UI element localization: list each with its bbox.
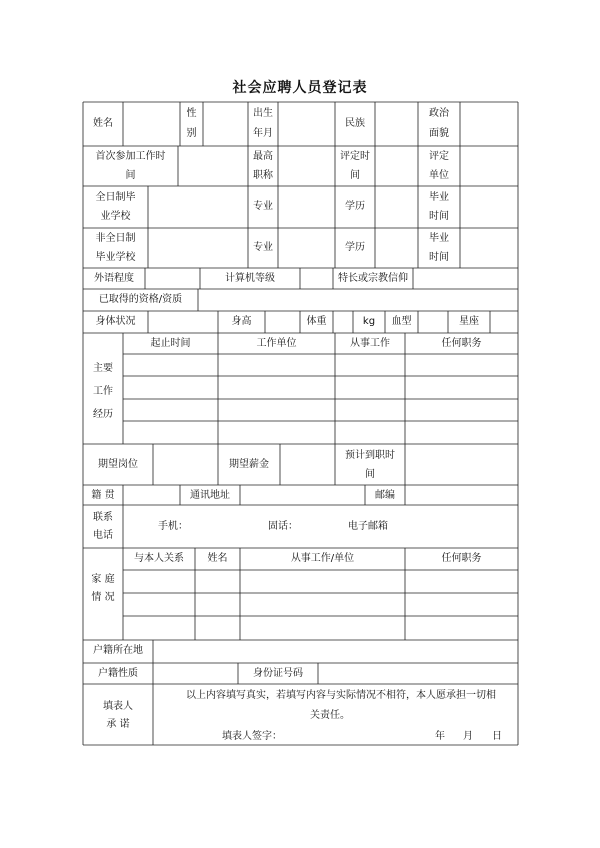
star-label: 星座	[459, 316, 479, 327]
major-label: 专业	[253, 201, 273, 212]
arrival-label-1: 预计到职时	[345, 450, 395, 461]
family-header-name: 姓名	[207, 553, 228, 564]
pledge-side-1: 填表人	[103, 701, 133, 712]
ethnic-label: 民族	[345, 118, 365, 129]
height-label: 身高	[231, 316, 252, 327]
work-side-1: 主要	[93, 363, 113, 374]
id-number-label: 身份证号码	[253, 668, 303, 679]
email-label: 电子邮箱	[348, 521, 388, 532]
work-header-period: 起止时间	[150, 338, 191, 349]
zip-label: 邮编	[375, 490, 395, 501]
gender-label-1: 性	[186, 108, 197, 119]
qualification-label: 已取得的资格/资质	[98, 294, 183, 305]
birth-label-2: 年月	[253, 128, 273, 139]
family-side-1: 家 庭	[91, 574, 115, 585]
kg-unit: kg	[362, 316, 376, 327]
family-header-work: 从事工作/单位	[290, 553, 355, 564]
month-label: 月	[463, 731, 473, 742]
major-label-2: 专业	[253, 242, 273, 253]
grad-time-label-4: 时间	[429, 252, 449, 263]
specialty-label: 特长或宗教信仰	[338, 273, 408, 284]
politics-label-2: 面貌	[429, 128, 449, 139]
first-work-label-2: 间	[125, 170, 136, 181]
health-label: 身体状况	[95, 316, 136, 327]
foreign-lang-label: 外语程度	[94, 273, 134, 284]
address-label: 通讯地址	[190, 490, 230, 501]
grad-time-label-3: 毕业	[429, 233, 449, 244]
fulltime-school-label-1: 全日制毕	[95, 192, 136, 203]
expected-salary-label: 期望薪金	[229, 459, 269, 470]
fulltime-school-label-2: 业学校	[100, 211, 131, 222]
birth-label-1: 出生	[253, 108, 273, 119]
contact-side-1: 联系	[93, 512, 113, 523]
degree-label-2: 学历	[345, 242, 365, 253]
eval-unit-label-1: 评定	[429, 151, 449, 162]
pledge-text-line1: 以上内容填写真实，若填写内容与实际情况不相符，本人愿承担一切相	[186, 690, 496, 701]
grad-time-label-2: 时间	[429, 211, 449, 222]
native-label: 籍 贯	[91, 490, 115, 501]
degree-label: 学历	[345, 201, 365, 212]
gender-label-2: 别	[186, 128, 197, 139]
blood-label: 血型	[391, 316, 412, 327]
family-side-2: 情 况	[91, 592, 115, 603]
work-header-position: 任何职务	[441, 338, 482, 349]
pledge-text-line2: 关责任。	[310, 710, 350, 721]
parttime-school-label-2: 毕业学校	[95, 252, 136, 263]
parttime-school-label-1: 非全日制	[95, 233, 136, 244]
grad-time-label-1: 毕业	[429, 192, 449, 203]
first-work-label-1: 首次参加工作时	[95, 151, 166, 162]
family-header-relation: 与本人关系	[134, 553, 184, 564]
arrival-label-2: 间	[365, 469, 375, 480]
pledge-side-2: 承 诺	[106, 719, 130, 730]
work-side-3: 经历	[93, 409, 113, 420]
contact-side-2: 电话	[93, 530, 113, 541]
work-header-company: 工作单位	[256, 338, 297, 349]
phone-label: 固话：	[268, 521, 298, 532]
day-label: 日	[492, 731, 502, 742]
expected-position-label: 期望岗位	[98, 459, 138, 470]
title-rank-label-1: 最高	[253, 151, 273, 162]
page-title: 社会应聘人员登记表	[232, 80, 368, 96]
huji-nature-label: 户籍性质	[98, 668, 138, 679]
work-header-job: 从事工作	[350, 338, 390, 349]
weight-label: 体重	[306, 316, 327, 327]
name-label: 姓名	[93, 118, 113, 129]
eval-unit-label-2: 单位	[429, 170, 449, 181]
eval-time-label-1: 评定时	[340, 151, 370, 162]
eval-time-label-2: 间	[350, 170, 360, 181]
title-rank-label-2: 职称	[253, 170, 273, 181]
computer-level-label: 计算机等级	[225, 273, 275, 284]
politics-label-1: 政治	[429, 108, 449, 119]
work-side-2: 工作	[93, 386, 113, 397]
huji-location-label: 户籍所在地	[93, 645, 143, 656]
year-label: 年	[435, 731, 445, 742]
family-header-position: 任何职务	[441, 553, 482, 564]
signature-label: 填表人签字：	[222, 731, 282, 742]
mobile-label: 手机：	[158, 521, 188, 532]
